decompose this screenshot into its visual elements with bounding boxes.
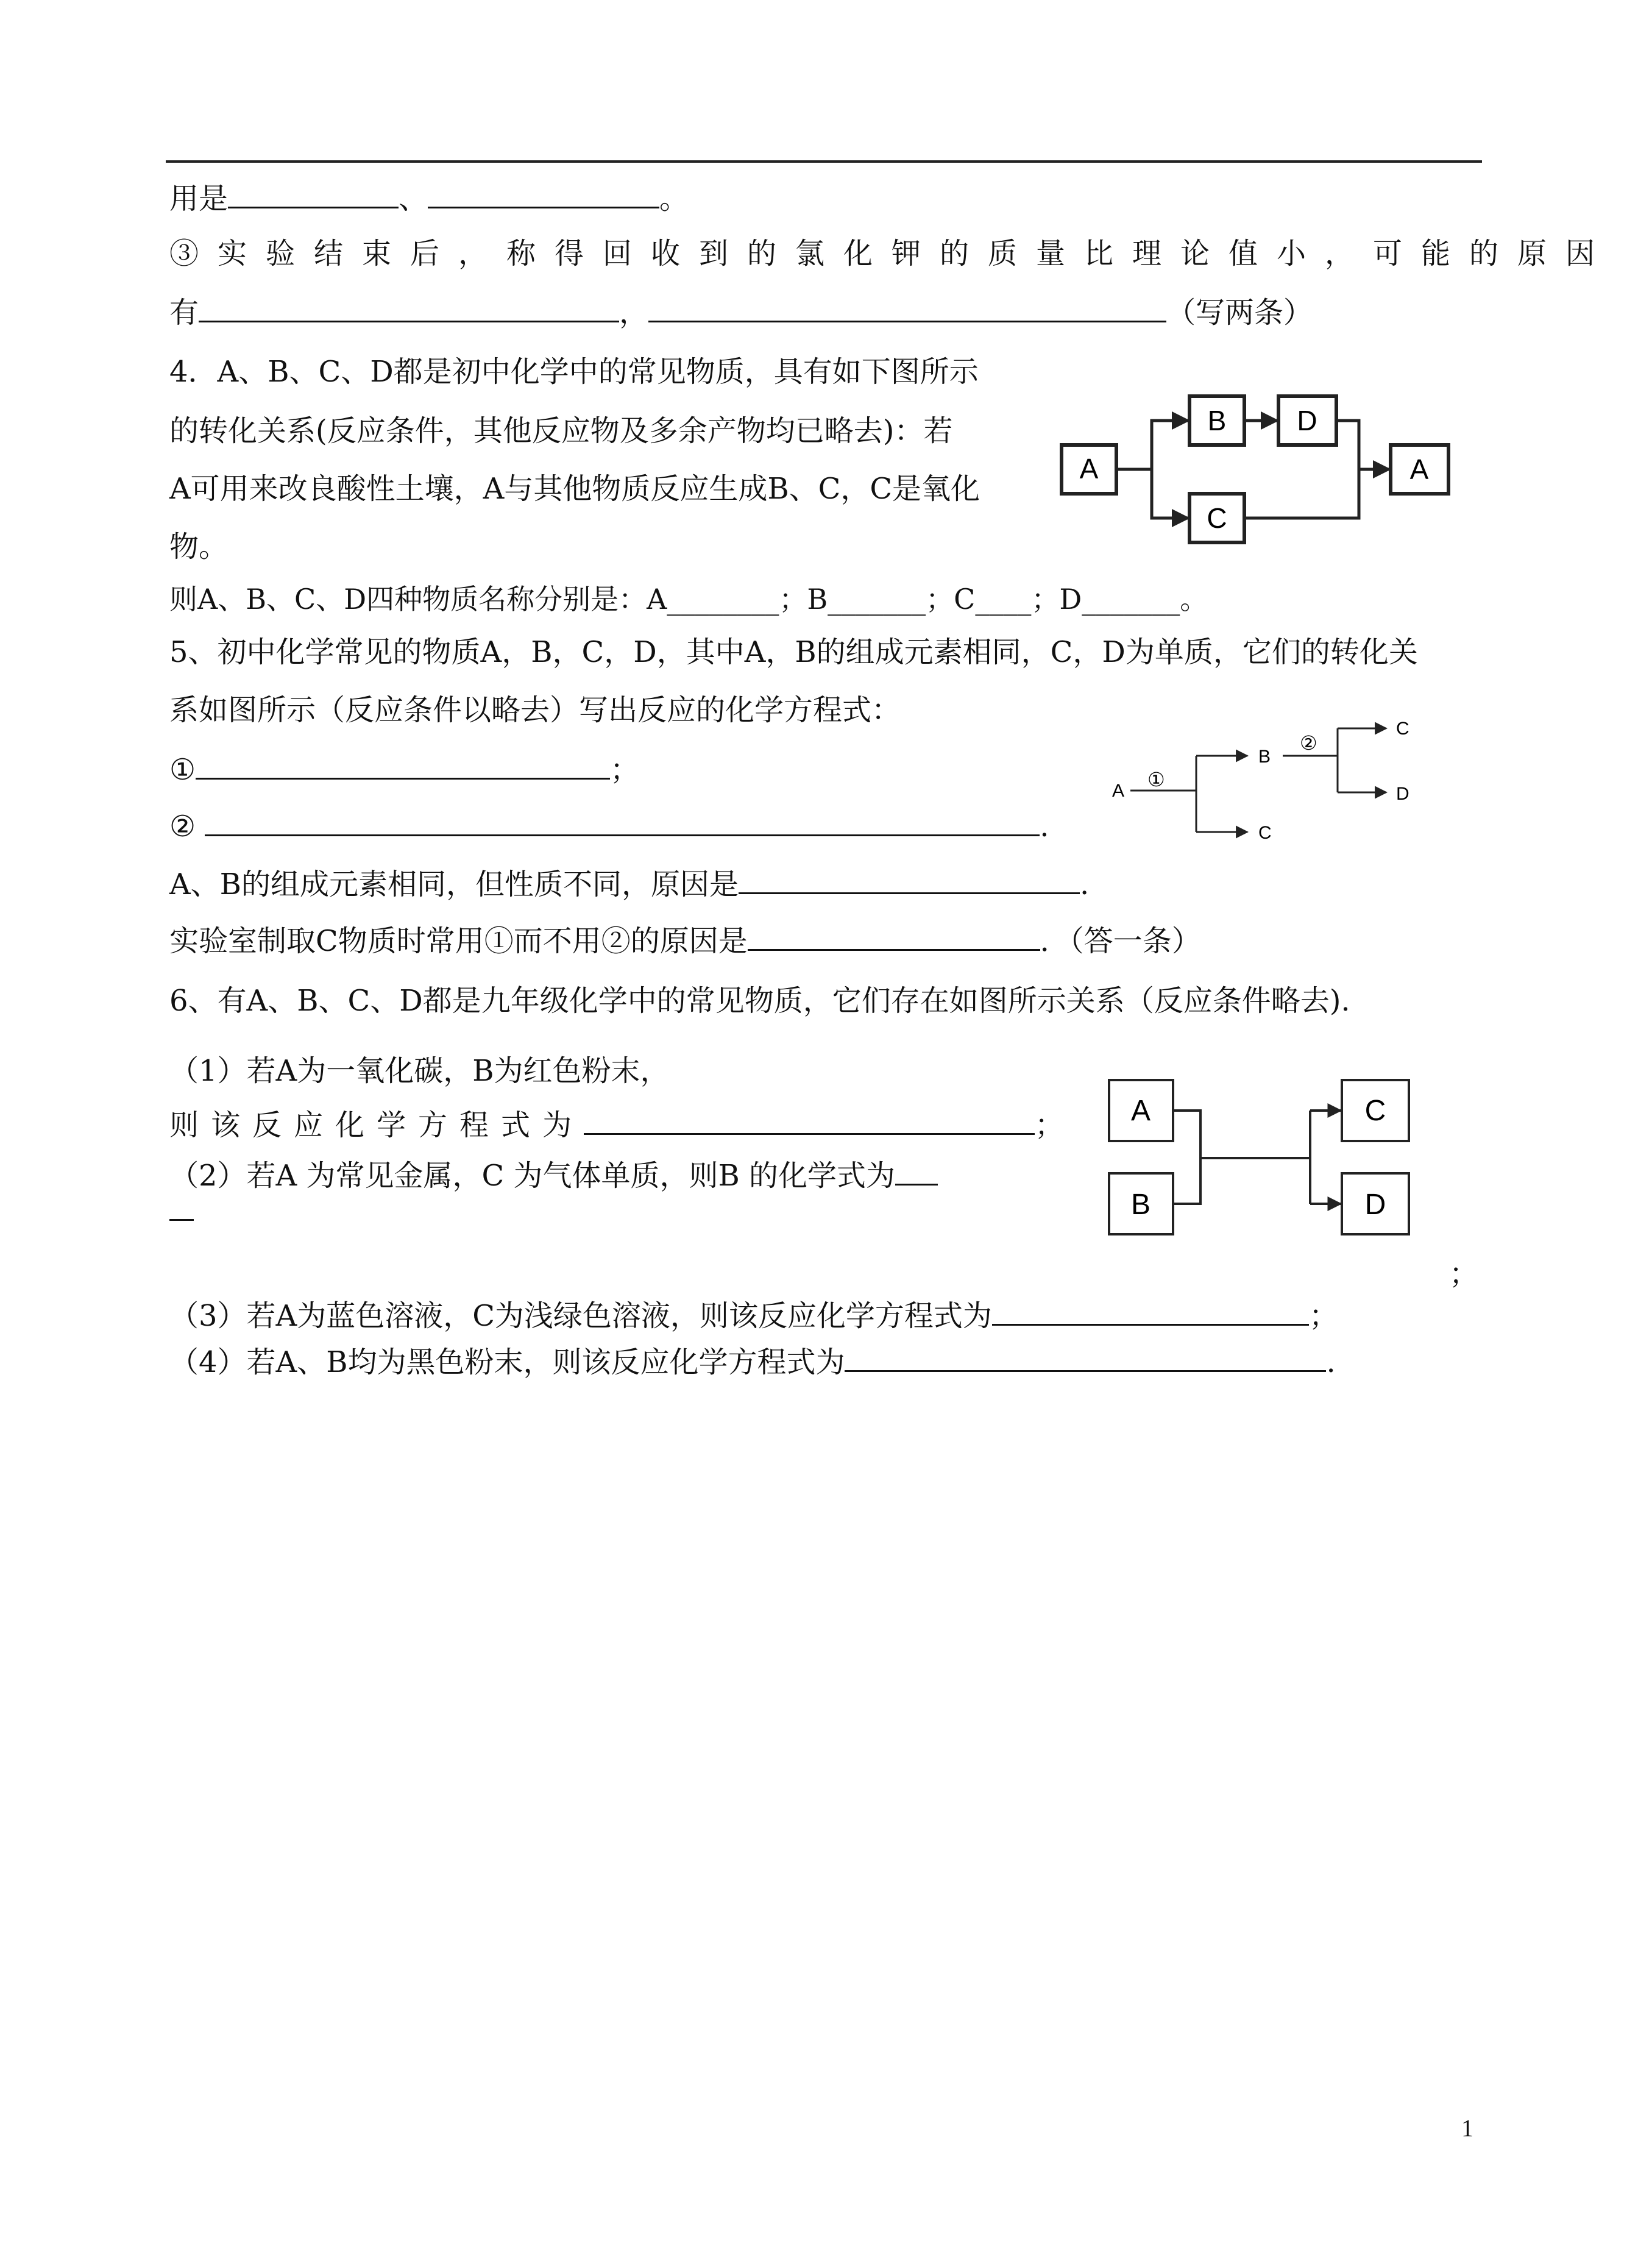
q4-line3: A可用来改良酸性土壤，A与其他物质反应生成B、C，C是氧化 <box>169 472 980 506</box>
box-b-label: B <box>1130 1189 1151 1221</box>
node-c-bottom: C <box>1258 823 1272 843</box>
answer-blank[interactable] <box>228 180 399 208</box>
box-c-label: C <box>1207 502 1227 534</box>
answer-blank[interactable] <box>205 808 1040 836</box>
q4-line4: 物。 <box>169 530 229 564</box>
answer-blank[interactable] <box>845 1343 1326 1372</box>
q3-line3: 有 ， （写两条） <box>169 294 1313 331</box>
q4-line2: 的转化关系(反应条件，其他反应物及多余产物均已略去)：若 <box>169 414 953 448</box>
node-c-top: C <box>1396 719 1409 739</box>
q5-line2: 系如图所示（反应条件以略去）写出反应的化学方程式： <box>169 693 901 727</box>
box-d-label: D <box>1297 405 1317 436</box>
answer-blank[interactable] <box>648 294 1166 322</box>
answer-blank[interactable] <box>196 751 610 780</box>
q3-line1: 用是 、 。 <box>169 180 689 217</box>
box-d-label: D <box>1364 1189 1386 1221</box>
q6-part2: （2）若A 为常见金属，C 为气体单质，则B 的化学式为 <box>169 1157 938 1194</box>
q6-line1: 6、有A、B、C、D都是九年级化学中的常见物质，它们存在如图所示关系（反应条件略去). <box>169 984 1350 1018</box>
q3-line2: ③实验结束后，称得回收到的氯化钾的质量比理论值小，可能的原因 <box>169 236 1614 271</box>
step-1-label: ① <box>1147 769 1165 791</box>
step-2-label: ② <box>1300 732 1317 754</box>
q6-part4: （4）若A、B均为黑色粉末，则该反应化学方程式为 . <box>169 1343 1336 1381</box>
q5-line-ab: A、B的组成元素相同，但性质不同，原因是 . <box>169 866 1089 903</box>
box-a-label: A <box>1079 453 1099 485</box>
answer-blank[interactable] <box>895 1157 938 1186</box>
q6-diagram <box>1103 1073 1420 1243</box>
q4-diagram <box>1048 378 1462 549</box>
node-a: A <box>1112 781 1125 801</box>
answer-blank[interactable] <box>748 922 1040 951</box>
answer-blank[interactable] <box>584 1106 1035 1135</box>
q5-line-lab: 实验室制取C物质时常用①而不用②的原因是 ．（答一条） <box>169 922 1201 959</box>
box-b-label: B <box>1207 405 1227 436</box>
box-c-label: C <box>1364 1095 1386 1127</box>
answer-blank[interactable] <box>199 294 619 322</box>
box-a-label: A <box>1130 1095 1151 1127</box>
node-d: D <box>1396 784 1409 804</box>
q5-eq2: ② . <box>169 808 1049 845</box>
q4-answer-line: 则A、B、C、D四种物质名称分别是：A________；B_______；C____；D_______。 <box>169 583 1208 616</box>
node-b: B <box>1258 747 1271 767</box>
box-a-right-label: A <box>1409 453 1429 485</box>
q4-line1: 4．A、B、C、D都是初中化学中的常见物质，具有如下图所示 <box>169 355 979 389</box>
header-rule <box>166 160 1482 163</box>
q6-part1b: 则该反应化学方程式为 ； <box>169 1106 1076 1143</box>
answer-blank[interactable] <box>992 1297 1309 1326</box>
q6-part3: （3）若A为蓝色溶液，C为浅绿色溶液，则该反应化学方程式为 ； <box>169 1297 1338 1334</box>
q5-eq1: ① ； <box>169 751 639 788</box>
q6-part1: （1）若A为一氧化碳，B为红色粉末， <box>169 1054 670 1088</box>
q5-line1: 5、初中化学常见的物质A，B，C，D，其中A，B的组成元素相同，C，D为单质，它们的转化关 <box>169 635 1418 669</box>
answer-blank[interactable] <box>428 180 659 208</box>
answer-blank[interactable] <box>739 866 1080 894</box>
page-number: 1 <box>1461 2114 1473 2142</box>
q5-diagram <box>1106 707 1435 853</box>
answer-blank-continued[interactable] <box>169 1213 194 1221</box>
q6-part2-end: ； <box>1449 1257 1479 1291</box>
